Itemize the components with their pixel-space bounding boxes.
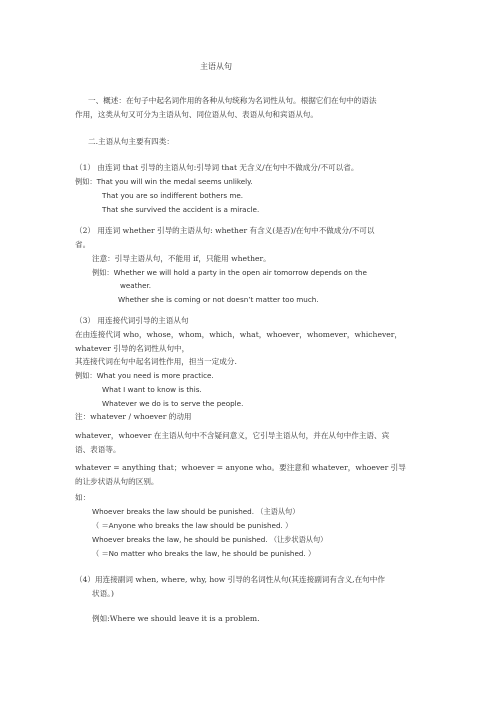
example-line: Whether she is coming or not doesn’t matter too much. <box>118 295 319 304</box>
text-line: 在由连接代词 who，whose，whom，which，what，whoever，whomever，whichever， <box>75 330 402 339</box>
text-line: 作用，这类从句又可分为主语从句、同位语从句、表语从句和宾语从句。 <box>75 110 318 119</box>
example-line: weather. <box>120 281 152 290</box>
text-line: whatever，whoever 在主语从句中不含疑问意义，它引导主语从句，并在从句中作主语、宾 <box>75 431 390 440</box>
example-line: 例如：What you need is more practice. <box>75 371 214 380</box>
section-heading: 二.主语从句主要有四类： <box>88 137 174 146</box>
text-line: 语、表语等。 <box>75 445 121 454</box>
doc-title: 主语从句 <box>200 62 232 71</box>
example-line: What I want to know is this. <box>102 385 202 394</box>
text-line: 如： <box>75 493 91 502</box>
text-line: （4）用连接副词 when, where, why, how 引导的名词性从句(其连接副词有含义,在句中作 <box>75 575 385 584</box>
example-line: Whoever breaks the law should be punished. （主语从句） <box>92 507 300 516</box>
text-line: 的让步状语从句的区别。 <box>75 477 159 486</box>
text-line: （3） 用连接代词引导的主语从句 <box>75 316 189 325</box>
example-line: （ ＝No matter who breaks the law, he should be punished. ） <box>92 549 316 558</box>
text-line: 省。 <box>75 240 91 249</box>
text-line: 其连接代词在句中起名词性作用，担当一定成分. <box>75 357 237 366</box>
example-line: That you are so indifferent bothers me. <box>102 191 244 200</box>
text-line: （2） 用连词 whether 引导的主语从句: whether 有含义(是否)/在句中不做成分/不可以 <box>75 226 375 235</box>
text-line: 一、概述：在句子中起名词作用的各种从句统称为名词性从句。根据它们在句中的语法 <box>88 96 377 105</box>
example-line: 例如：That you will win the medal seems unlikely. <box>75 177 253 186</box>
example-line: Whatever we do is to serve the people. <box>102 399 244 408</box>
example-line: Whoever breaks the law, he should be punished. （让步状语从句） <box>92 535 328 544</box>
example-line: That she survived the accident is a miracle. <box>102 205 260 214</box>
text-line: （1） 由连词 that 引导的主语从句:引导词 that 无含义/在句中不做成分/不可以省。 <box>75 163 359 172</box>
text-line: whatever = anything that；whoever = anyone who。要注意和 whatever，whoever 引导 <box>75 463 406 472</box>
note-line: 注：whatever / whoever 的动用 <box>75 412 192 421</box>
text-line: 状语。) <box>92 589 114 598</box>
note-line: 注意：引导主语从句，不能用 if，只能用 whether。 <box>92 254 271 263</box>
text-line: whatever 引导的名词性从句中， <box>75 344 190 353</box>
example-line: 例如：Whether we will hold a party in the open air tomorrow depends on the <box>92 268 367 277</box>
example-line: 例如:Where we should leave it is a problem. <box>92 614 260 623</box>
example-line: （ ＝Anyone who breaks the law should be punished. ） <box>92 521 293 530</box>
